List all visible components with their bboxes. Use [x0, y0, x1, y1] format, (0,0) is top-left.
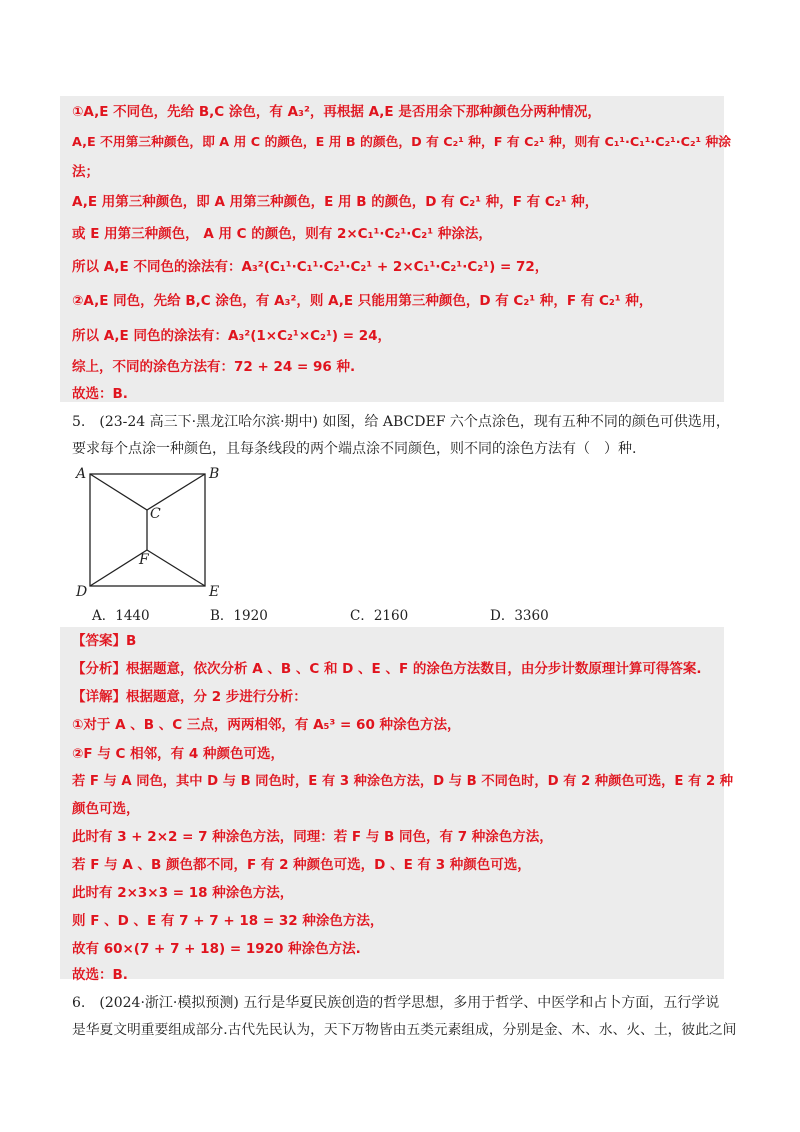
vertex-label-b: B	[209, 466, 220, 482]
choice-d[interactable]: D．3360	[490, 608, 549, 624]
solution-line: ①A,E 不同色，先给 B,C 涂色，有 A₃²，再根据 A,E 是否用余下那种颜色分两种情况，	[72, 104, 601, 120]
solution-line: A,E 不用第三种颜色，即 A 用 C 的颜色，E 用 B 的颜色，D 有 C₂¹ 种，F 有 C₂¹ 种，则有 C₁¹·C₁¹·C₂¹·C₂¹ 种涂	[72, 135, 732, 150]
choice-b[interactable]: B．1920	[210, 608, 268, 624]
answer-line: 【答案】B	[72, 633, 137, 649]
question-5-stem: 5. (23-24 高三下·黑龙江哈尔滨·期中) 如图，给 ABCDEF 六个点涂色，现有五种不同的颜色可供选用，	[72, 414, 730, 430]
detail-line: 若 F 与 A 同色，其中 D 与 B 同色时，E 有 3 种涂色方法，D 与 B 不同色时，D 有 2 种颜色可选，E 有 2 种	[72, 774, 734, 789]
detail-line: ②F 与 C 相邻，有 4 种颜色可选，	[72, 746, 284, 762]
choice-c[interactable]: C．2160	[350, 608, 409, 624]
vertex-label-f: F	[139, 552, 149, 568]
question-6-stem: 6. (2024·浙江·模拟预测) 五行是华夏民族创造的哲学思想，多用于哲学、中医学和占卜方面，五行学说	[72, 995, 720, 1011]
solution-line: 或 E 用第三种颜色， A 用 C 的颜色，则有 2×C₁¹·C₂¹·C₂¹ 种涂法，	[72, 226, 492, 242]
detail-line: 此时有 2×3×3 = 18 种涂色方法，	[72, 885, 294, 901]
detail-line: 此时有 3 + 2×2 = 7 种涂色方法，同理：若 F 与 B 同色，有 7 种涂色方法，	[72, 829, 553, 845]
detail-line: 颜色可选，	[72, 801, 140, 817]
solution-line: 所以 A,E 不同色的涂法有：A₃²(C₁¹·C₁¹·C₂¹·C₂¹ + 2×C₁¹·C₂¹·C₂¹) = 72，	[72, 259, 549, 275]
detail-line: 则 F 、D 、E 有 7 + 7 + 18 = 32 种涂色方法，	[72, 913, 384, 929]
question-5-figure	[70, 462, 230, 602]
solution-line: A,E 用第三种颜色，即 A 用第三种颜色，E 用 B 的颜色，D 有 C₂¹ 种，F 有 C₂¹ 种，	[72, 194, 599, 210]
detail-line: 若 F 与 A 、B 颜色都不同，F 有 2 种颜色可选，D 、E 有 3 种颜色可选，	[72, 857, 531, 873]
question-6-stem: 是华夏文明重要组成部分.古代先民认为，天下万物皆由五类元素组成，分别是金、木、水、火、土，彼此之间	[72, 1022, 737, 1038]
solution-line: 故选：B.	[72, 386, 128, 402]
solution-line: 综上，不同的涂色方法有：72 + 24 = 96 种.	[72, 359, 356, 375]
vertex-label-d: D	[76, 584, 88, 600]
detail-line: 故有 60×(7 + 7 + 18) = 1920 种涂色方法.	[72, 941, 361, 957]
detail-line: ①对于 A 、B 、C 三点，两两相邻，有 A₅³ = 60 种涂色方法，	[72, 717, 461, 733]
vertex-label-c: C	[150, 506, 161, 522]
detail-line: 【详解】根据题意，分 2 步进行分析：	[72, 689, 307, 705]
solution-line: 法；	[72, 164, 99, 180]
vertex-label-e: E	[209, 584, 220, 600]
analysis-line: 【分析】根据题意，依次分析 A 、B 、C 和 D 、E 、F 的涂色方法数目，由分步计数原理计算可得答案.	[72, 661, 702, 677]
solution-line: 所以 A,E 同色的涂法有：A₃²(1×C₂¹×C₂¹) = 24，	[72, 328, 392, 344]
detail-line: 故选：B.	[72, 967, 128, 983]
question-5-stem: 要求每个点涂一种颜色，且每条线段的两个端点涂不同颜色，则不同的涂色方法有（ ）种.	[72, 441, 637, 457]
choice-a[interactable]: A．1440	[92, 608, 150, 624]
vertex-label-a: A	[76, 466, 87, 482]
solution-line: ②A,E 同色，先给 B,C 涂色，有 A₃²，则 A,E 只能用第三种颜色，D 有 C₂¹ 种，F 有 C₂¹ 种，	[72, 293, 653, 309]
